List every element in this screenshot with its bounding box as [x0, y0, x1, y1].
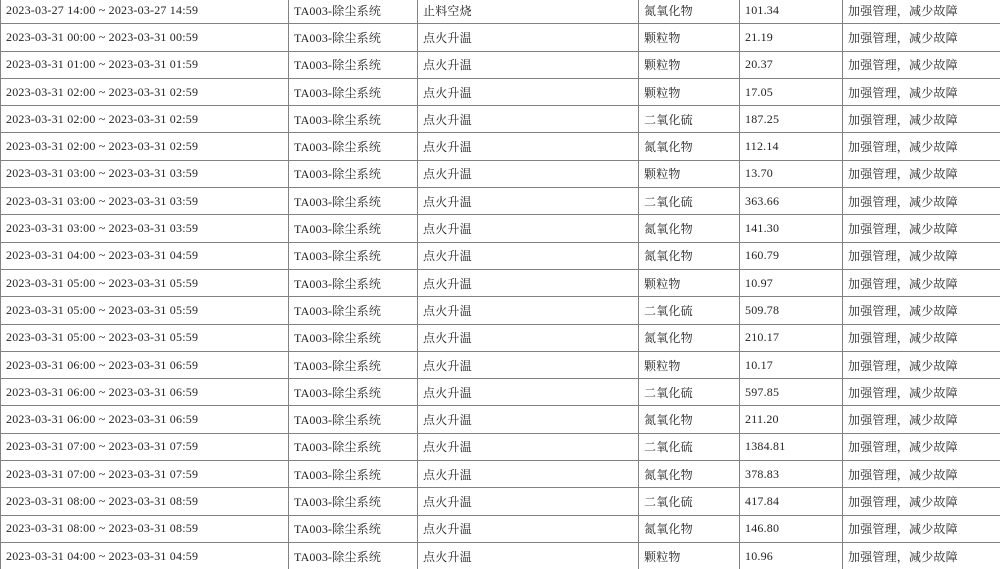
cell-pollutant-name: 二氧化硫 — [639, 488, 740, 515]
cell-facility-system: TA003-除尘系统 — [289, 324, 418, 351]
cell-facility-system: TA003-除尘系统 — [289, 351, 418, 378]
cell-pollutant-name: 氮氧化物 — [639, 0, 740, 24]
cell-facility-system: TA003-除尘系统 — [289, 488, 418, 515]
cell-time-range: 2023-03-31 03:00 ~ 2023-03-31 03:59 — [1, 188, 289, 215]
cell-facility-system: TA003-除尘系统 — [289, 188, 418, 215]
cell-pollutant-name: 氮氧化物 — [639, 406, 740, 433]
cell-measured-value: 509.78 — [740, 297, 843, 324]
cell-pollutant-name: 氮氧化物 — [639, 461, 740, 488]
table-row — [1, 488, 1000, 515]
cell-measured-value: 417.84 — [740, 488, 843, 515]
cell-measured-value: 141.30 — [740, 215, 843, 242]
cell-operation-status: 点火升温 — [418, 406, 639, 433]
cell-measured-value: 101.34 — [740, 0, 843, 24]
cell-operation-status: 点火升温 — [418, 269, 639, 296]
cell-remark: 加强管理，减少故障 — [843, 106, 1000, 133]
cell-measured-value: 13.70 — [740, 160, 843, 187]
cell-time-range: 2023-03-31 02:00 ~ 2023-03-31 02:59 — [1, 78, 289, 105]
table-row — [1, 433, 1000, 460]
cell-measured-value: 10.96 — [740, 542, 843, 569]
cell-time-range: 2023-03-31 07:00 ~ 2023-03-31 07:59 — [1, 461, 289, 488]
cell-pollutant-name: 氮氧化物 — [639, 133, 740, 160]
cell-pollutant-name: 颗粒物 — [639, 160, 740, 187]
cell-pollutant-name: 二氧化硫 — [639, 106, 740, 133]
cell-remark: 加强管理，减少故障 — [843, 515, 1000, 542]
cell-facility-system: TA003-除尘系统 — [289, 133, 418, 160]
cell-remark: 加强管理，减少故障 — [843, 160, 1000, 187]
cell-measured-value: 112.14 — [740, 133, 843, 160]
cell-operation-status: 点火升温 — [418, 78, 639, 105]
cell-operation-status: 点火升温 — [418, 379, 639, 406]
cell-pollutant-name: 二氧化硫 — [639, 297, 740, 324]
cell-remark: 加强管理，减少故障 — [843, 215, 1000, 242]
cell-remark: 加强管理，减少故障 — [843, 351, 1000, 378]
cell-pollutant-name: 颗粒物 — [639, 269, 740, 296]
table-body — [1, 0, 1000, 569]
cell-operation-status: 点火升温 — [418, 160, 639, 187]
cell-time-range: 2023-03-31 02:00 ~ 2023-03-31 02:59 — [1, 133, 289, 160]
cell-remark: 加强管理，减少故障 — [843, 542, 1000, 569]
cell-facility-system: TA003-除尘系统 — [289, 433, 418, 460]
cell-facility-system: TA003-除尘系统 — [289, 379, 418, 406]
cell-measured-value: 597.85 — [740, 379, 843, 406]
cell-pollutant-name: 颗粒物 — [639, 78, 740, 105]
cell-measured-value: 211.20 — [740, 406, 843, 433]
cell-time-range: 2023-03-31 06:00 ~ 2023-03-31 06:59 — [1, 351, 289, 378]
cell-remark: 加强管理，减少故障 — [843, 242, 1000, 269]
cell-facility-system: TA003-除尘系统 — [289, 542, 418, 569]
cell-measured-value: 20.37 — [740, 51, 843, 78]
cell-operation-status: 点火升温 — [418, 433, 639, 460]
cell-operation-status: 点火升温 — [418, 461, 639, 488]
cell-pollutant-name: 氮氧化物 — [639, 515, 740, 542]
cell-operation-status: 点火升温 — [418, 215, 639, 242]
table-row — [1, 51, 1000, 78]
cell-pollutant-name: 氮氧化物 — [639, 324, 740, 351]
cell-time-range: 2023-03-31 06:00 ~ 2023-03-31 06:59 — [1, 406, 289, 433]
cell-operation-status: 点火升温 — [418, 297, 639, 324]
cell-pollutant-name: 二氧化硫 — [639, 433, 740, 460]
cell-operation-status: 点火升温 — [418, 324, 639, 351]
cell-time-range: 2023-03-27 14:00 ~ 2023-03-27 14:59 — [1, 0, 289, 24]
cell-remark: 加强管理，减少故障 — [843, 51, 1000, 78]
cell-measured-value: 210.17 — [740, 324, 843, 351]
table-row — [1, 24, 1000, 51]
table-row — [1, 269, 1000, 296]
table-row — [1, 515, 1000, 542]
cell-time-range: 2023-03-31 08:00 ~ 2023-03-31 08:59 — [1, 515, 289, 542]
table-row — [1, 379, 1000, 406]
cell-pollutant-name: 颗粒物 — [639, 51, 740, 78]
cell-facility-system: TA003-除尘系统 — [289, 78, 418, 105]
table-row — [1, 242, 1000, 269]
cell-time-range: 2023-03-31 00:00 ~ 2023-03-31 00:59 — [1, 24, 289, 51]
cell-remark: 加强管理，减少故障 — [843, 433, 1000, 460]
table-row — [1, 351, 1000, 378]
cell-remark: 加强管理，减少故障 — [843, 24, 1000, 51]
cell-facility-system: TA003-除尘系统 — [289, 51, 418, 78]
cell-operation-status: 止料空烧 — [418, 0, 639, 24]
cell-operation-status: 点火升温 — [418, 51, 639, 78]
table-row — [1, 542, 1000, 569]
cell-pollutant-name: 颗粒物 — [639, 351, 740, 378]
table-row — [1, 160, 1000, 187]
cell-operation-status: 点火升温 — [418, 351, 639, 378]
cell-operation-status: 点火升温 — [418, 106, 639, 133]
cell-facility-system: TA003-除尘系统 — [289, 515, 418, 542]
cell-time-range: 2023-03-31 08:00 ~ 2023-03-31 08:59 — [1, 488, 289, 515]
cell-time-range: 2023-03-31 03:00 ~ 2023-03-31 03:59 — [1, 215, 289, 242]
cell-facility-system: TA003-除尘系统 — [289, 24, 418, 51]
table-row — [1, 133, 1000, 160]
cell-time-range: 2023-03-31 04:00 ~ 2023-03-31 04:59 — [1, 542, 289, 569]
cell-time-range: 2023-03-31 07:00 ~ 2023-03-31 07:59 — [1, 433, 289, 460]
cell-pollutant-name: 氮氧化物 — [639, 242, 740, 269]
cell-facility-system: TA003-除尘系统 — [289, 406, 418, 433]
cell-facility-system: TA003-除尘系统 — [289, 297, 418, 324]
cell-measured-value: 187.25 — [740, 106, 843, 133]
cell-facility-system: TA003-除尘系统 — [289, 106, 418, 133]
cell-time-range: 2023-03-31 01:00 ~ 2023-03-31 01:59 — [1, 51, 289, 78]
cell-operation-status: 点火升温 — [418, 242, 639, 269]
cell-operation-status: 点火升温 — [418, 133, 639, 160]
table-row — [1, 188, 1000, 215]
cell-remark: 加强管理，减少故障 — [843, 133, 1000, 160]
cell-remark: 加强管理，减少故障 — [843, 488, 1000, 515]
cell-remark: 加强管理，减少故障 — [843, 188, 1000, 215]
table-row — [1, 78, 1000, 105]
cell-facility-system: TA003-除尘系统 — [289, 160, 418, 187]
cell-remark: 加强管理，减少故障 — [843, 379, 1000, 406]
cell-measured-value: 146.80 — [740, 515, 843, 542]
cell-measured-value: 21.19 — [740, 24, 843, 51]
cell-facility-system: TA003-除尘系统 — [289, 242, 418, 269]
cell-facility-system: TA003-除尘系统 — [289, 269, 418, 296]
table-row — [1, 324, 1000, 351]
cell-time-range: 2023-03-31 03:00 ~ 2023-03-31 03:59 — [1, 160, 289, 187]
cell-operation-status: 点火升温 — [418, 542, 639, 569]
cell-pollutant-name: 二氧化硫 — [639, 188, 740, 215]
cell-pollutant-name: 氮氧化物 — [639, 215, 740, 242]
table-row — [1, 461, 1000, 488]
cell-time-range: 2023-03-31 02:00 ~ 2023-03-31 02:59 — [1, 106, 289, 133]
cell-remark: 加强管理，减少故障 — [843, 78, 1000, 105]
cell-time-range: 2023-03-31 06:00 ~ 2023-03-31 06:59 — [1, 379, 289, 406]
table-row — [1, 406, 1000, 433]
cell-pollutant-name: 颗粒物 — [639, 542, 740, 569]
cell-remark: 加强管理，减少故障 — [843, 0, 1000, 24]
cell-facility-system: TA003-除尘系统 — [289, 0, 418, 24]
cell-time-range: 2023-03-31 04:00 ~ 2023-03-31 04:59 — [1, 242, 289, 269]
cell-remark: 加强管理，减少故障 — [843, 461, 1000, 488]
cell-measured-value: 363.66 — [740, 188, 843, 215]
cell-time-range: 2023-03-31 05:00 ~ 2023-03-31 05:59 — [1, 269, 289, 296]
cell-pollutant-name: 二氧化硫 — [639, 379, 740, 406]
cell-remark: 加强管理，减少故障 — [843, 406, 1000, 433]
cell-time-range: 2023-03-31 05:00 ~ 2023-03-31 05:59 — [1, 297, 289, 324]
cell-measured-value: 10.17 — [740, 351, 843, 378]
cell-facility-system: TA003-除尘系统 — [289, 215, 418, 242]
cell-measured-value: 378.83 — [740, 461, 843, 488]
cell-remark: 加强管理，减少故障 — [843, 324, 1000, 351]
cell-pollutant-name: 颗粒物 — [639, 24, 740, 51]
cell-measured-value: 10.97 — [740, 269, 843, 296]
cell-operation-status: 点火升温 — [418, 188, 639, 215]
table-row — [1, 106, 1000, 133]
cell-operation-status: 点火升温 — [418, 24, 639, 51]
cell-facility-system: TA003-除尘系统 — [289, 461, 418, 488]
cell-measured-value: 1384.81 — [740, 433, 843, 460]
cell-operation-status: 点火升温 — [418, 488, 639, 515]
cell-measured-value: 160.79 — [740, 242, 843, 269]
table-row — [1, 215, 1000, 242]
table-row — [1, 297, 1000, 324]
cell-remark: 加强管理，减少故障 — [843, 297, 1000, 324]
cell-time-range: 2023-03-31 05:00 ~ 2023-03-31 05:59 — [1, 324, 289, 351]
cell-measured-value: 17.05 — [740, 78, 843, 105]
table-row — [1, 0, 1000, 24]
cell-operation-status: 点火升温 — [418, 515, 639, 542]
cell-remark: 加强管理，减少故障 — [843, 269, 1000, 296]
